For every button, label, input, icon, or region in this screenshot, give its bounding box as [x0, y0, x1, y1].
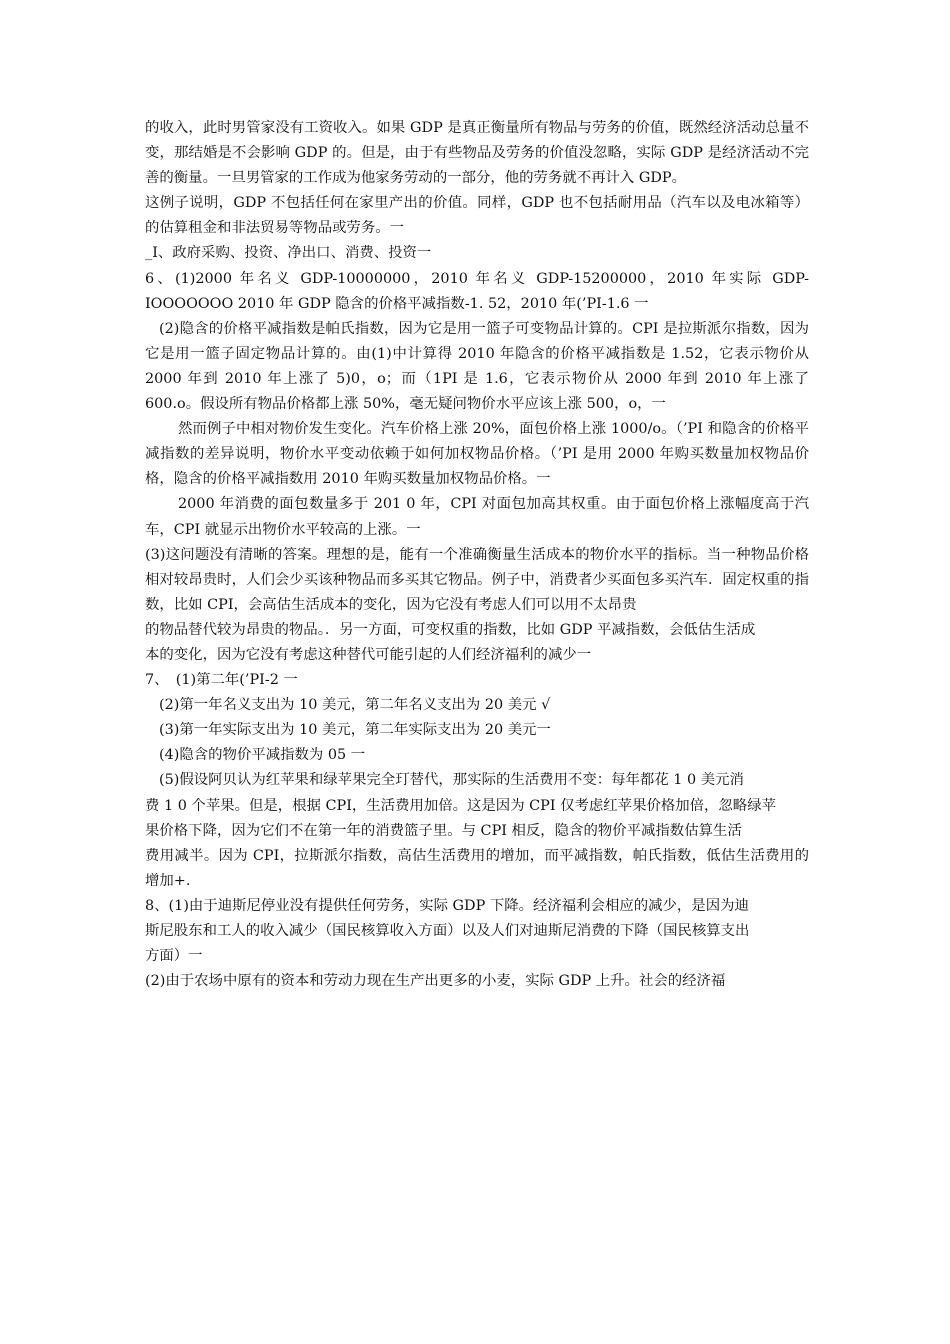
paragraph-1: 的收入，此时男管家没有工资收入。如果 GDP 是真正衡量所有物品与劳务的价值，既然经济活动总量不变，那结婚是不会影响 GDP 的。但是，由于有些物品及劳务的价值没忽略，实际 GDP 是经济活动不完善的衡量。一旦男管家的工作成为他家务劳动的一部分，他的劳务就不再计入 GDP。: [145, 120, 809, 187]
paragraph-4: 6、(1)2000 年名义 GDP-10000000，2010 年名义 GDP-15200000，2010 年实际 GDP-IOOOOOOO 2010 年 GDP 隐含的价格平减指数-1. 52，2010 年(’PI-1.6 一: [145, 270, 809, 312]
paragraph-14: (4)隐含的物价平减指数为 05 一: [159, 747, 366, 764]
paragraph-7: 2000 年消费的面包数量多于 201 0 年，CPI 对面包加高其权重。由于面包价格上涨幅度高于汽车，CPI 就显示出物价水平较高的上涨。一: [145, 496, 809, 538]
paragraph-5: (2)隐含的价格平减指数是帕氏指数，因为它是用一篮子可变物品计算的。CPI 是拉斯派尔指数，因为它是用一篮子固定物品计算的。由(1)中计算得 2010 年隐含的价格平减指数是 1.52，它表示物价从 2000 年到 2010 年上涨了 5)0，o；而（1PI 是 1.6，它表示物价从 2000 年到 2010 年上涨了 600.o。假设所有物品价格都上涨 50%，毫无疑问物价水平应该上涨 500，o，一: [145, 320, 809, 413]
paragraph-15: (5)假设阿贝认为红苹果和绿苹果完全玎替代，那实际的生活费用不变：每年都花 1 0 美元消: [159, 772, 744, 789]
paragraph-22: (2)由于农场中原有的资本和劳动力现在生产出更多的小麦，实际 GDP 上升。社会的经济福: [145, 973, 726, 990]
paragraph-10: 本的变化，因为它没有考虑这种替代可能引起的人们经济福利的减少一: [145, 646, 592, 663]
document-body: [145, 116, 809, 994]
paragraph-13: (3)第一年实际支出为 10 美元，第二年实际支出为 20 美元一: [159, 722, 551, 739]
paragraph-12: (2)第一年名义支出为 10 美元，第二年名义支出为 20 美元 √: [159, 697, 551, 714]
paragraph-21: 方面）一: [145, 948, 203, 965]
paragraph-3: _I、政府采购、投资、净出口、消费、投资一: [145, 245, 432, 262]
paragraph-19: 8、(1)由于迪斯尼停业没有提供任何劳务，实际 GDP 下降。经济福利会相应的减少，是因为迪: [145, 897, 749, 914]
paragraph-16: 费 1 0 个苹果。但是，根据 CPI，生活费用加倍。这是因为 CPI 仅考虑红苹果价格加倍，忽略绿苹: [145, 797, 776, 814]
paragraph-17: 果价格下降，因为它们不在第一年的消费篮子里。与 CPI 相反，隐含的物价平减指数估算生活: [145, 822, 742, 839]
paragraph-9: 的物品替代较为昂贵的物品。．另一方面，可变权重的指数，比如 GDP 平减指数，会低估生活成: [145, 621, 756, 638]
paragraph-8: (3)这问题没有清晰的答案。理想的是，能有一个准确衡量生活成本的物价水平的指标。当一种物品价格相对较昂贵时，人们会少买该种物品而多买其它物品。例子中，消费者少买面包多买汽车．固定权重的指数，比如 CPI，会高估生活成本的变化，因为它没有考虑人们可以用不太昂贵: [145, 546, 809, 613]
paragraph-6: 然而例子中相对物价发生变化。汽车价格上涨 20%，面包价格上涨 1000/o。（’PI 和隐含的价格平减指数的差异说明，物价水平变动依赖于如何加权物品价格。（’PI 是用 2000 年购买数量加权物品价格，隐含的价格平减指数用 2010 年购买数量加权物品价格。一: [145, 421, 809, 488]
paragraph-18: 费用减半。因为 CPI，拉斯派尔指数，高估生活费用的增加，而平减指数，帕氏指数，低估生活费用的增加+.: [145, 847, 809, 889]
paragraph-20: 斯尼股东和工人的收入减少（国民核算收入方面）以及人们对迪斯尼消费的下降（国民核算支出: [145, 923, 750, 939]
paragraph-11: 7、 (1)第二年(’PI-2 一: [145, 672, 298, 689]
paragraph-2: 这例子说明，GDP 不包括任何在家里产出的价值。同样，GDP 也不包括耐用品（汽车以及电冰箱等）的估算租金和非法贸易等物品或劳务。一: [145, 195, 809, 237]
